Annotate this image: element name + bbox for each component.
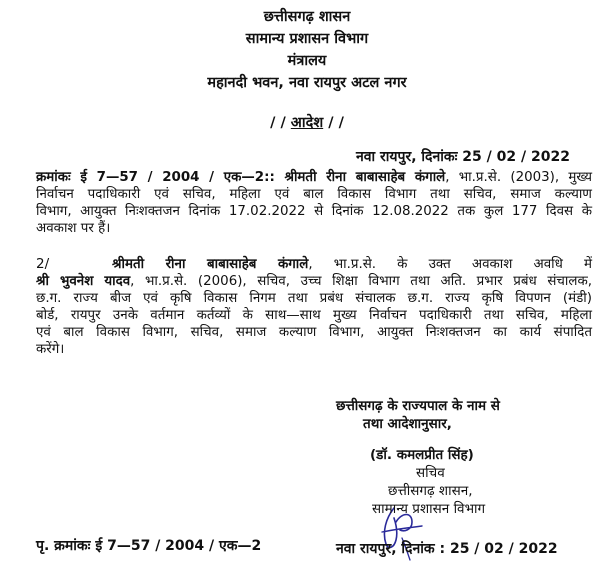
para1-line1 <box>36 169 592 186</box>
officer-name: श्रीमती रीना बाबासाहेब कंगाले <box>274 170 446 185</box>
signatory-name: (डॉ. कमलप्रीत सिंह) <box>370 447 474 463</box>
para2-line4: बोर्ड, रायपुर उनके वर्तमान कर्तव्यों के साथ—साथ मुख्य निर्वाचन पदाधिकारी तथा सचिव, महिला <box>36 308 592 323</box>
closing-line1: छत्तीसगढ़ के राज्यपाल के नाम से <box>336 398 500 414</box>
para2-line3: छ.ग. राज्य बीज एवं कृषि विकास निगम तथा प्रबंध संचालक छ.ग. राज्य कृषि विपणन (मंडी) <box>36 291 592 306</box>
header-department: सामान्य प्रशासन विभाग <box>245 31 369 47</box>
order-title-word: आदेश <box>290 115 324 131</box>
order-number: क्रमांकः ई 7—57 / 2004 / एक—2:: <box>36 170 275 185</box>
signatory-org1: छत्तीसगढ़ शासन, <box>388 483 473 499</box>
endorsement-place-date: नवा रायपुर, दिनांक : 25 / 02 / 2022 <box>336 541 558 557</box>
header-secretariat: मंत्रालय <box>287 53 327 69</box>
order-title-suffix: / / <box>323 115 344 131</box>
para1-line2: निर्वाचन पदाधिकारी एवं सचिव, महिला एवं बाल विकास विभाग तथा सचिव, समाज कल्याण <box>36 187 592 202</box>
para2-line1-rest: , भा.प्र.से. के उक्त अवकाश अवधि में <box>308 257 593 272</box>
para1-line1-rest: , भा.प्र.से. (2003), मुख्य <box>445 170 592 185</box>
officer-name-leave: श्रीमती रीना बाबासाहेब कंगाले <box>112 257 309 272</box>
place-date: नवा रायपुर, दिनांकः 25 / 02 / 2022 <box>356 149 570 165</box>
order-title-prefix: / / <box>270 115 291 131</box>
officer-name-charge: श्री भुवनेश यादव <box>36 274 131 289</box>
para2-line2 <box>36 273 592 290</box>
header-government: छत्तीसगढ़ शासन <box>263 9 351 25</box>
para1-line4: अवकाश पर हैं। <box>36 221 111 236</box>
para2-line6: करेंगे। <box>36 342 65 357</box>
para2-line5: एवं बाल विकास विभाग, सचिव, समाज कल्याण विभाग, आयुक्त निःशक्तजन का कार्य संपादित <box>36 325 592 340</box>
signatory-org2: सामान्य प्रशासन विभाग <box>372 501 486 517</box>
header-address: महानदी भवन, नवा रायपुर अटल नगर <box>207 75 407 91</box>
closing-line2: तथा आदेशानुसार, <box>363 416 452 432</box>
para2-line1 <box>112 256 592 273</box>
endorsement-number: पृ. क्रमांकः ई 7—57 / 2004 / एक—2 <box>36 538 262 554</box>
para2-number: 2/ <box>36 256 50 272</box>
order-title <box>0 114 614 132</box>
para1-line3: विभाग, आयुक्त निःशक्तजन दिनांक 17.02.2022 से दिनांक 12.08.2022 तक कुल 177 दिवस के <box>36 204 592 219</box>
signatory-designation: सचिव <box>416 465 445 481</box>
para2-line2-rest: , भा.प्र.से. (2006), सचिव, उच्च शिक्षा विभाग तथा अति. प्रभार प्रबंध संचालक, <box>130 274 592 289</box>
